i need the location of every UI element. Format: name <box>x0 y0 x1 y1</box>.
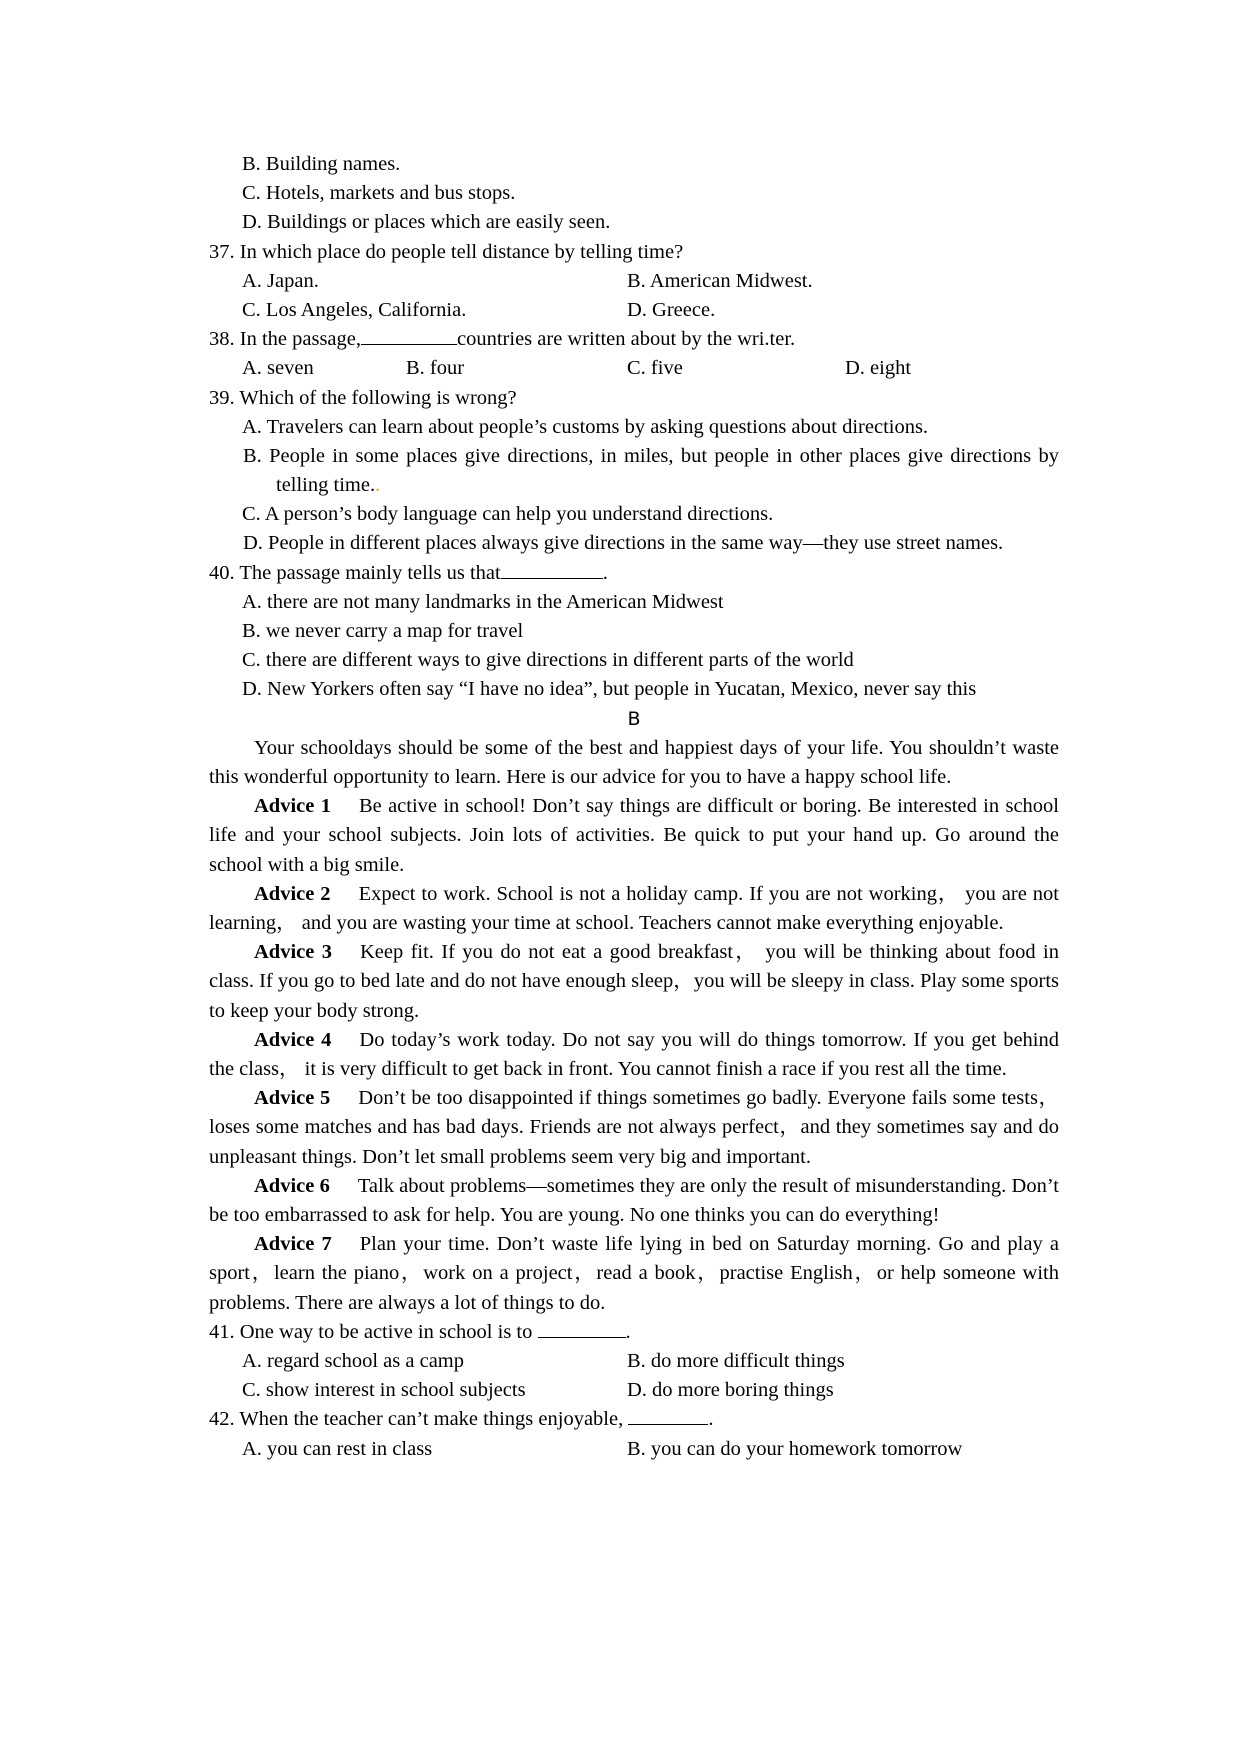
advice-4-label: Advice 4 <box>254 1028 332 1051</box>
q37-option-b: B. American Midwest. <box>627 269 813 292</box>
advice-7 <box>209 1230 1059 1318</box>
q39-option-b <box>209 442 1059 500</box>
q39-stem: 39. Which of the following is wrong? <box>209 386 517 409</box>
advice-1 <box>209 792 1059 880</box>
q41-option-a: A. regard school as a camp <box>242 1350 464 1373</box>
q39-option-b-text: B. People in some places give directions, in miles, but people in other places give directions by telling time. <box>243 444 1059 497</box>
answer-blank <box>501 560 603 579</box>
advice-4 <box>209 1026 1059 1084</box>
q41-option-c: C. show interest in school subjects <box>242 1379 526 1402</box>
q39-option-d: D. People in different places always give directions in the same way—they use street names. <box>243 532 1004 555</box>
q41-options-row-2 <box>209 1376 1059 1405</box>
q42-option-a: A. you can rest in class <box>242 1437 433 1460</box>
advice-6-label: Advice 6 <box>254 1174 330 1197</box>
q39-option-b-dot: . <box>375 474 381 497</box>
answer-blank <box>628 1406 708 1425</box>
advice-2-text: Expect to work. School is not a holiday camp. If you are not working， you are not learning， and you are wasting your time at school. Teachers cannot make everything enjoyable. <box>209 882 1059 935</box>
q42-stem <box>209 1405 1059 1434</box>
q38-stem-after: countries are written about by the wri.ter. <box>457 328 796 351</box>
intro-paragraph: Your schooldays should be some of the best and happiest days of your life. You shouldn’t waste this wonderful opportunity to learn. Here is our advice for you to have a happy school life. <box>209 736 1059 788</box>
q40-option-d: D. New Yorkers often say “I have no idea”, but people in Yucatan, Mexico, never say this <box>242 678 977 701</box>
advice-1-label: Advice 1 <box>254 795 331 818</box>
q36-option-b: B. Building names. <box>242 153 401 175</box>
q40-option-b: B. we never carry a map for travel <box>242 620 524 643</box>
q36-option-d: D. Buildings or places which are easily seen. <box>242 211 611 234</box>
advice-4-text: Do today’s work today. Do not say you will do things tomorrow. If you get behind the class， it is very difficult to get back in front. You cannot finish a race if you rest all the time. <box>209 1028 1059 1081</box>
q37-option-a: A. Japan. <box>242 269 319 292</box>
document-page <box>209 150 1059 1464</box>
q39-option-a: A. Travelers can learn about people’s customs by asking questions about directions. <box>242 415 929 438</box>
advice-7-label: Advice 7 <box>254 1233 332 1256</box>
advice-5-text: Don’t be too disappointed if things sometimes go badly. Everyone fails some tests，loses some matches and has bad days. Friends are not always perfect，and they sometimes say and do unpleasant things. Don’t let small problems seem very big and important. <box>209 1087 1059 1168</box>
advice-1-text: Be active in school! Don’t say things are difficult or boring. Be interested in school life and your school subjects. Join lots of activities. Be quick to put your hand up. Go around the school with a big smile. <box>209 795 1059 876</box>
q38-option-d: D. eight <box>845 357 912 380</box>
q41-options-row-1 <box>209 1347 1059 1376</box>
q38-stem <box>209 325 1059 354</box>
q37-options-row-2 <box>209 296 1059 325</box>
q39-option-c: C. A person’s body language can help you understand directions. <box>242 503 774 526</box>
q37-option-d: D. Greece. <box>627 298 716 321</box>
q38-stem-before: 38. In the passage, <box>209 328 361 351</box>
q36-option-c: C. Hotels, markets and bus stops. <box>242 182 516 205</box>
q42-stem-before: 42. When the teacher can’t make things enjoyable, <box>209 1408 624 1431</box>
answer-blank <box>361 326 457 345</box>
q41-option-d: D. do more boring things <box>627 1379 834 1402</box>
q37-option-c: C. Los Angeles, California. <box>242 298 467 321</box>
advice-6 <box>209 1172 1059 1230</box>
q42-options-row-1 <box>209 1435 1059 1464</box>
q38-option-b: B. four <box>406 357 465 380</box>
advice-6-text: Talk about problems—sometimes they are only the result of misunderstanding. Don’t be too embarrassed to ask for help. You are young. No one thinks you can do everything! <box>209 1174 1059 1227</box>
q40-option-a: A. there are not many landmarks in the American Midwest <box>242 590 724 613</box>
advice-2-label: Advice 2 <box>254 882 331 905</box>
q40-stem-before: 40. The passage mainly tells us that <box>209 561 501 584</box>
q37-stem: 37. In which place do people tell distance by telling time? <box>209 240 684 263</box>
q40-stem <box>209 559 1059 588</box>
q41-option-b: B. do more difficult things <box>627 1350 845 1373</box>
q38-option-c: C. five <box>627 357 683 380</box>
q41-stem-before: 41. One way to be active in school is to <box>209 1320 533 1343</box>
q38-options-row <box>209 354 1059 383</box>
q42-option-b: B. you can do your homework tomorrow <box>627 1437 963 1460</box>
q40-option-c: C. there are different ways to give directions in different parts of the world <box>242 649 854 672</box>
answer-blank <box>538 1319 626 1338</box>
q41-stem <box>209 1318 1059 1347</box>
q37-options-row-1 <box>209 267 1059 296</box>
advice-3-text: Keep fit. If you do not eat a good breakfast， you will be thinking about food in class. If you go to bed late and do not have enough sleep，you will be sleepy in class. Play some sports to keep your body strong. <box>209 941 1059 1022</box>
advice-5-label: Advice 5 <box>254 1087 331 1110</box>
advice-3 <box>209 938 1059 1026</box>
q40-stem-after: . <box>602 561 608 584</box>
advice-7-text: Plan your time. Don’t waste life lying in bed on Saturday morning. Go and play a sport，learn the piano，work on a project，read a book，practise English，or help someone with problems. There are always a lot of things to do. <box>209 1233 1059 1314</box>
advice-5 <box>209 1084 1059 1172</box>
section-label: B <box>627 707 641 730</box>
q42-stem-after: . <box>708 1408 714 1431</box>
q38-option-a: A. seven <box>242 357 314 380</box>
advice-2 <box>209 880 1059 938</box>
q41-stem-after: . <box>625 1320 631 1343</box>
advice-3-label: Advice 3 <box>254 941 332 964</box>
